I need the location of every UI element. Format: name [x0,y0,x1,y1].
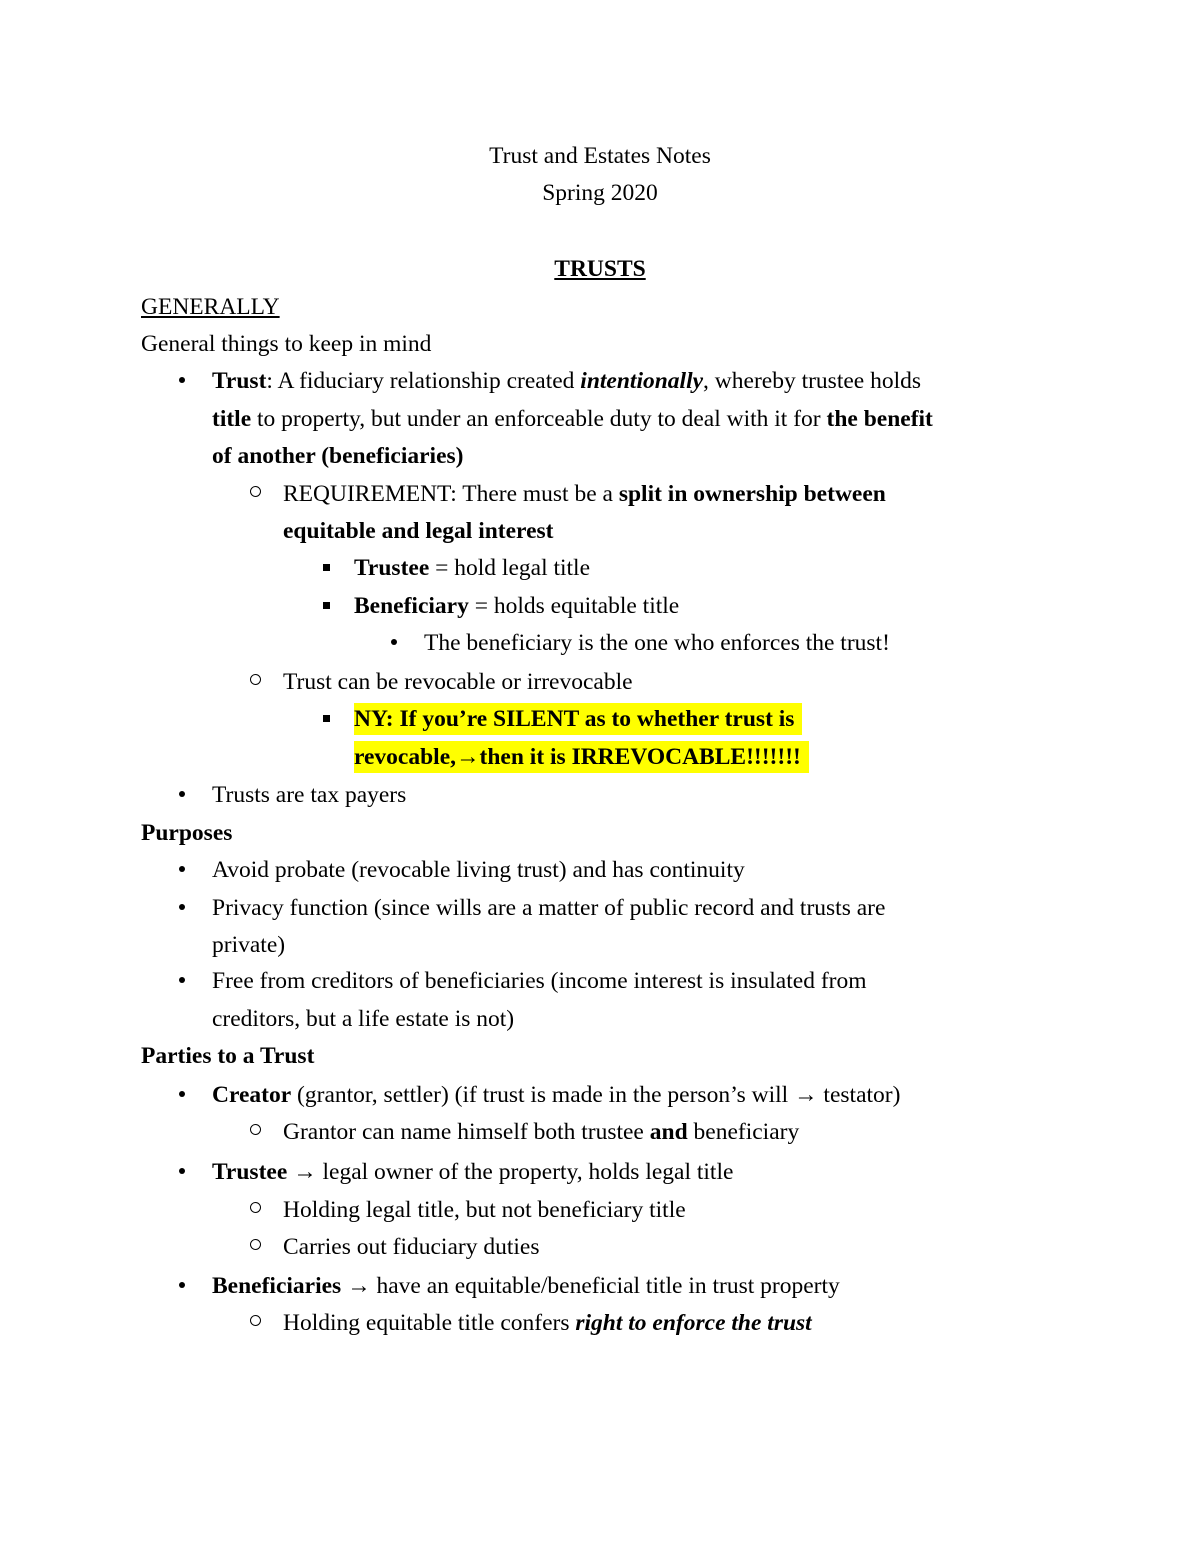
list-item-revocable: Trust can be revocable or irrevocable [283,669,633,695]
bullet-dot-icon [172,1157,192,1187]
bullet-square-icon [316,553,336,583]
term-benefit: the benefit [826,406,933,432]
list-item-requirement-cont: equitable and legal interest [283,518,554,544]
term-title: title [212,406,252,432]
holding-text: Holding equitable title confers [283,1310,576,1336]
document-title: Trust and Estates Notes [489,143,711,169]
heading-parties: Parties to a Trust [141,1043,315,1069]
trustee-party-def: legal owner of the property, holds legal title [316,1159,734,1185]
list-item-creditors-cont: creditors, but a life estate is not) [212,1006,515,1032]
bullet-dot-icon [172,855,192,885]
bullet-circle-icon [245,667,265,697]
term-beneficiary: Beneficiary [354,593,469,619]
trustee-def: = hold legal title [429,555,591,581]
grantor-text-2: beneficiary [687,1119,800,1145]
grantor-text-1: Grantor can name himself both trustee [283,1119,650,1145]
list-item-requirement [283,479,886,509]
bullet-square-icon [316,704,336,734]
list-item-beneficiaries [212,1271,840,1301]
list-item-trust-definition-cont [212,404,933,434]
list-item-avoid-probate: Avoid probate (revocable living trust) and has continuity [212,857,745,883]
bullet-circle-icon [245,1117,265,1147]
trust-def-part2: , whereby trustee holds [703,368,922,394]
list-item-trustee-sub-2: Carries out fiduciary duties [283,1234,540,1260]
list-item-trust-definition [212,366,921,396]
section-title-trusts: TRUSTS [554,256,646,282]
list-item-trustee [212,1157,733,1187]
bullet-circle-icon [245,1232,265,1262]
list-item-holding-equitable [283,1308,812,1338]
term-intentionally: intentionally [580,368,704,394]
bullet-dot-icon [172,1080,192,1110]
list-item-trustee-legal [354,553,590,583]
term-beneficiaries: Beneficiaries → [212,1273,371,1299]
list-item-creator [212,1080,900,1110]
ny-rule-highlight-2: revocable,→then it is IRREVOCABLE!!!!!!! [354,741,809,773]
list-item-creditors: Free from creditors of beneficiaries (income interest is insulated from [212,968,867,994]
list-item-trustee-sub-1: Holding legal title, but not beneficiary title [283,1197,686,1223]
creator-def: (grantor, settler) (if trust is made in the person’s will → testator) [291,1082,901,1108]
subheading-general-things: General things to keep in mind [141,331,432,357]
bullet-dot-icon [172,966,192,996]
document-semester: Spring 2020 [542,180,658,206]
trust-def-part3: to property, but under an enforceable duty to deal with it for [251,406,827,432]
list-item-privacy-cont: private) [212,932,286,958]
heading-generally: GENERALLY [141,294,280,320]
requirement-bold: split in ownership between [618,481,886,507]
ny-rule-highlight-1: NY: If you’re SILENT as to whether trust is [354,703,802,735]
list-item-ny-rule [354,704,802,734]
term-trustee: Trustee [354,555,430,581]
bullet-dot-icon [172,1271,192,1301]
bullet-dot-icon [172,780,192,810]
list-item-tax-payers: Trusts are tax payers [212,782,407,808]
beneficiary-def: = holds equitable title [468,593,680,619]
bullet-circle-icon [245,1195,265,1225]
term-trust: Trust [212,368,267,394]
holding-bold: right to enforce the trust [575,1310,812,1336]
list-item-beneficiary-enforces: The beneficiary is the one who enforces the trust! [424,630,890,656]
list-item-privacy: Privacy function (since wills are a matter of public record and trusts are [212,895,886,921]
bullet-circle-icon [245,479,265,509]
requirement-text: REQUIREMENT: There must be a [283,481,619,507]
bullet-dot-icon [172,366,192,396]
list-item-beneficiary-equitable [354,591,679,621]
bullet-square-icon [316,591,336,621]
term-creator: Creator [212,1082,292,1108]
bullet-circle-icon [245,1308,265,1338]
heading-purposes: Purposes [141,820,233,846]
list-item-trust-definition-cont2: of another (beneficiaries) [212,443,464,469]
list-item-ny-rule-cont [354,742,809,772]
trust-def-part1: : A fiduciary relationship created [266,368,581,394]
beneficiaries-def: have an equitable/beneficial title in trust property [370,1273,840,1299]
list-item-grantor [283,1117,799,1147]
grantor-and: and [649,1119,688,1145]
bullet-dot-icon [384,628,404,658]
bullet-dot-icon [172,893,192,923]
term-trustee-party: Trustee → [212,1159,317,1185]
